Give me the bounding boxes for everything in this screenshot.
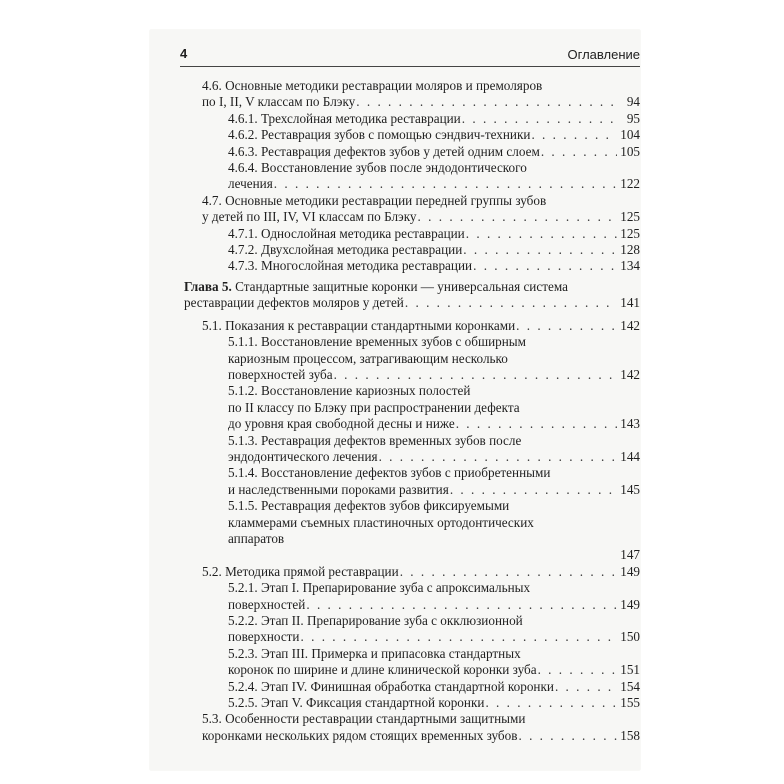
toc-entry-text: до уровня края свободной десны и ниже — [228, 416, 455, 432]
dot-leader — [356, 94, 617, 110]
toc-entry-text: у детей по III, IV, VI классам по Блэку — [202, 209, 417, 225]
toc-entry-text: 5.2.5. Этап V. Фиксация стандартной коронки — [228, 695, 485, 711]
chapter-label: Глава 5. — [184, 278, 236, 294]
toc-page-number: 151 — [620, 662, 640, 678]
toc-entry-text: 5.2.4. Этап IV. Финишная обработка стандартной коронки — [228, 678, 554, 694]
toc-subsection — [184, 613, 640, 646]
toc-chapter — [184, 279, 640, 312]
toc-entry-text: 4.6. Основные методики реставрации моляров и премоляров — [202, 78, 543, 93]
page-header — [180, 44, 640, 67]
dot-leader — [541, 144, 617, 160]
toc-entry-text: 5.1.2. Восстановление кариозных полостей — [228, 383, 471, 399]
dot-leader — [334, 367, 617, 383]
dot-leader — [538, 662, 617, 678]
dot-leader — [405, 295, 617, 311]
toc-subsection — [184, 226, 640, 242]
dot-leader — [463, 242, 617, 258]
toc-entry-text: 4.6.4. Восстановление зубов после эндодонтического — [228, 160, 527, 176]
dot-leader — [485, 695, 617, 711]
toc-entry-text: реставрации дефектов моляров у детей — [184, 295, 404, 311]
toc-subsection — [184, 580, 640, 613]
dot-leader — [274, 176, 617, 192]
dot-leader — [418, 209, 617, 225]
toc-page-number: 134 — [620, 258, 640, 274]
toc-page-number: 145 — [620, 481, 640, 497]
toc-entry-text: кламмерами съемных пластиночных ортодонтических — [228, 514, 534, 530]
toc-page-number: 143 — [620, 416, 640, 432]
toc-page-number: 155 — [620, 695, 640, 711]
toc-section — [184, 564, 640, 580]
toc-page-number: 141 — [620, 295, 640, 311]
toc-page-number: 154 — [620, 678, 640, 694]
toc-entry-text: 4.6.1. Трехслойная методика реставрации — [228, 110, 461, 126]
dot-leader — [518, 728, 617, 744]
toc-entry-text: 4.7.2. Двухслойная методика реставрации — [228, 242, 463, 258]
toc-subsection — [184, 160, 640, 193]
toc-entry-text: поверхностей зуба — [228, 366, 333, 382]
toc-page-number: 147 — [620, 547, 640, 563]
dot-leader — [456, 416, 617, 432]
toc-page-number: 104 — [620, 127, 640, 143]
toc-entry-text: 4.7.3. Многослойная методика реставрации — [228, 258, 473, 274]
toc-entry-text: и наследственными пороками развития — [228, 481, 449, 497]
toc-entry-text: коронками нескольких рядом стоящих временных зубов — [202, 727, 518, 743]
toc-page-number: 94 — [626, 94, 640, 110]
toc-section — [184, 193, 640, 226]
toc-entry-text: 5.1. Показания к реставрации стандартными коронками — [202, 317, 516, 333]
toc-subsection — [184, 465, 640, 498]
toc-entry-text: по II классу по Блэку при распространении дефекта — [228, 399, 520, 415]
dot-leader — [400, 564, 617, 580]
toc-subsection — [184, 646, 640, 679]
toc-subsection — [184, 242, 640, 258]
toc-entry-text: Стандартные защитные коронки — универсальная система — [235, 278, 568, 294]
page-number: 4 — [180, 46, 188, 61]
toc-entry-text: коронок по ширине и длине клинической коронки зуба — [228, 662, 537, 678]
toc-page-number: 142 — [620, 317, 640, 333]
toc-entry-text: 4.7. Основные методики реставрации передней группы зубов — [202, 192, 547, 208]
running-title: Оглавление — [567, 47, 640, 62]
dot-leader — [466, 226, 617, 242]
toc-page-number: 128 — [620, 242, 640, 258]
toc-entry-text: 5.2. Методика прямой реставрации — [202, 563, 399, 579]
toc-entry-text: 4.6.2. Реставрация зубов с помощью сэндвич-техники — [228, 127, 531, 143]
toc-entry-text: 5.2.3. Этап III. Примерка и припасовка стандартных — [228, 645, 521, 661]
toc-entry-text: поверхности — [228, 629, 300, 645]
toc-page-number: 142 — [620, 366, 640, 382]
toc-entry-text: поверхностей — [228, 596, 306, 612]
toc-page-number: 150 — [620, 629, 640, 645]
dot-leader — [516, 318, 617, 334]
toc-entry-text: кариозным процессом, затрагивающим несколько — [228, 350, 508, 366]
toc-section — [184, 318, 640, 334]
dot-leader — [473, 258, 617, 274]
toc-entry-text: 5.1.1. Восстановление временных зубов с обширным — [228, 334, 527, 350]
toc-subsection — [184, 127, 640, 143]
toc-entry-text: 4.7.1. Однослойная методика реставрации — [228, 225, 465, 241]
toc-entry-text: 5.2.1. Этап I. Препарирование зуба с апроксимальных — [228, 580, 531, 596]
toc-subsection — [184, 383, 640, 432]
toc-page-number: 122 — [620, 176, 640, 192]
toc-subsection — [184, 111, 640, 127]
toc-entry-text: аппаратов — [228, 530, 285, 546]
toc-page-number: 149 — [620, 563, 640, 579]
toc-page-number: 105 — [620, 143, 640, 159]
toc-entry-text: 5.1.4. Восстановление дефектов зубов с приобретенными — [228, 465, 551, 481]
dot-leader — [306, 597, 617, 613]
toc-entry-text: лечения — [228, 176, 273, 192]
toc-entry-text: 5.1.5. Реставрация дефектов зубов фиксируемыми — [228, 498, 510, 514]
dot-leader — [462, 111, 617, 127]
toc-entry-text: 4.6.3. Реставрация дефектов зубов у детей одним слоем — [228, 143, 540, 159]
toc-entry-text: 5.2.2. Этап II. Препарирование зуба с окклюзионной — [228, 613, 523, 628]
toc-subsection — [184, 679, 640, 695]
dot-leader — [555, 679, 617, 695]
toc-subsection — [184, 258, 640, 274]
toc-subsection — [184, 334, 640, 383]
toc-entry-text: 5.1.3. Реставрация дефектов временных зубов после — [228, 432, 522, 448]
toc-page-number: 125 — [620, 225, 640, 241]
toc-subsection — [184, 433, 640, 466]
toc-page-number: 125 — [620, 209, 640, 225]
toc-subsection — [184, 695, 640, 711]
toc-page-number: 144 — [620, 448, 640, 464]
toc-page-number: 95 — [626, 110, 640, 126]
table-of-contents — [184, 78, 640, 744]
toc-section — [184, 78, 640, 111]
toc-page-number: 149 — [620, 596, 640, 612]
toc-entry-text: 5.3. Особенности реставрации стандартными защитными — [202, 711, 526, 727]
toc-subsection — [184, 144, 640, 160]
dot-leader — [531, 127, 617, 143]
dot-leader — [379, 449, 617, 465]
toc-entry-text: эндодонтического лечения — [228, 448, 378, 464]
toc-page-number: 158 — [620, 727, 640, 743]
toc-section — [184, 711, 640, 744]
toc-entry-text: по I, II, V классам по Блэку — [202, 94, 356, 110]
toc-subsection — [184, 498, 640, 564]
dot-leader — [301, 629, 618, 645]
dot-leader — [450, 482, 617, 498]
